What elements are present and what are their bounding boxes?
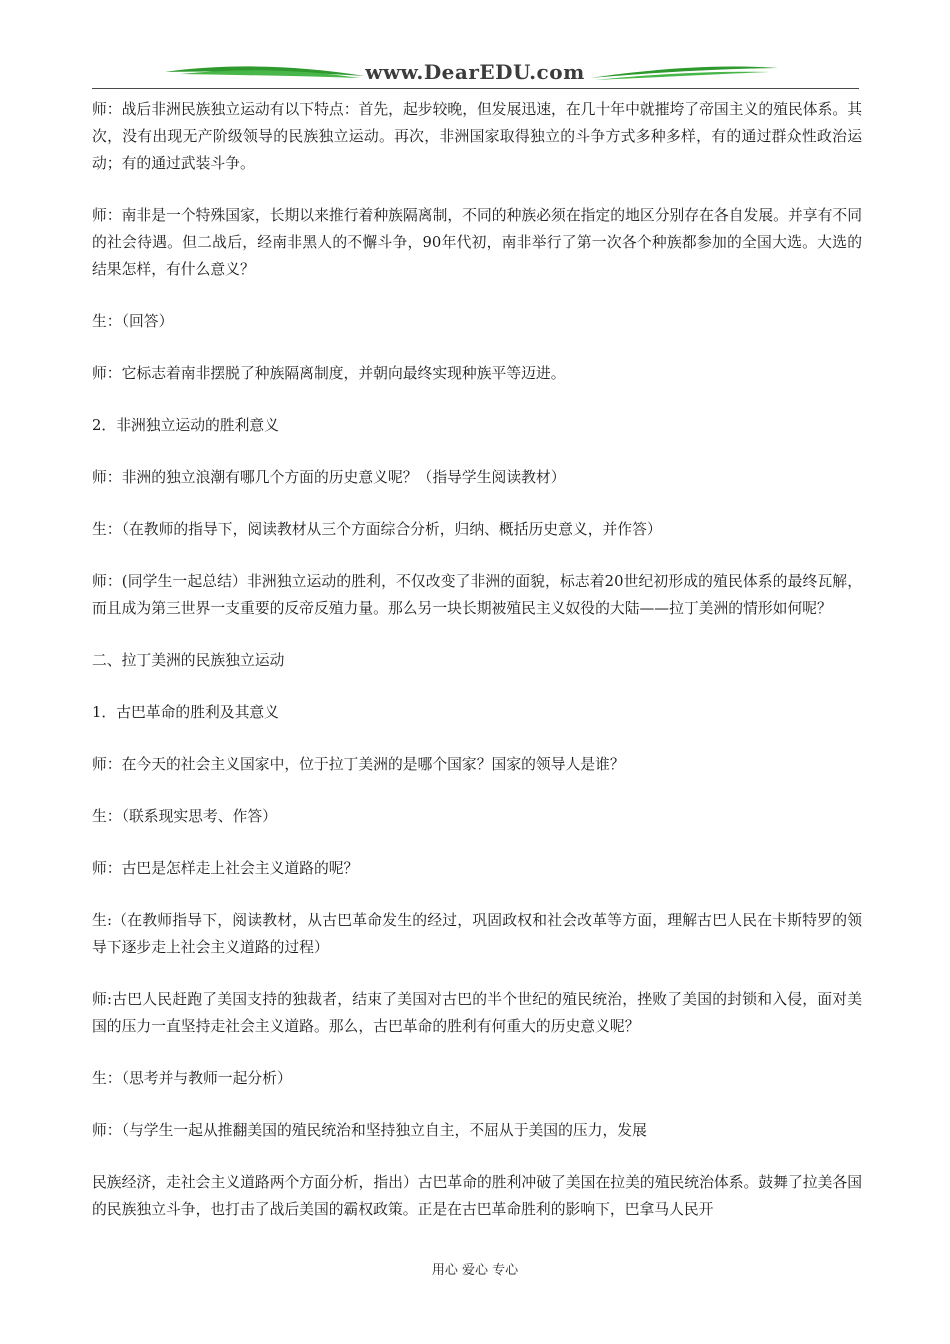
paragraph: 师：古巴是怎样走上社会主义道路的呢？ [92, 860, 359, 877]
document-body [92, 96, 862, 1223]
paragraph: 师：（与学生一起从推翻美国的殖民统治和坚持独立自主，不屈从于美国的压力，发展 [92, 1122, 647, 1139]
section-heading: 1．古巴革命的胜利及其意义 [92, 704, 279, 721]
section-heading: 2．非洲独立运动的胜利意义 [92, 417, 279, 434]
paragraph: 生：（回答） [92, 313, 174, 330]
paragraph: 师：南非是一个特殊国家，长期以来推行着种族隔离制，不同的种族必须在指定的地区分别存在各自发展。并享有不同的社会待遇。但二战后，经南非黑人的不懈斗争，90年代初，南非举行了第一次各个种族都参加的全国大选。大选的结果怎样，有什么意义？ [92, 207, 862, 278]
paragraph: 生：（联系现实思考、作答） [92, 808, 277, 825]
paragraph: 师：它标志着南非摆脱了种族隔离制度，并朝向最终实现种族平等迈进。 [92, 365, 566, 382]
logo-text: www.DearEDU.com [365, 60, 585, 84]
paragraph: 师：战后非洲民族独立运动有以下特点：首先，起步较晚，但发展迅速，在几十年中就摧垮了帝国主义的殖民体系。其次，没有出现无产阶级领导的民族独立运动。再次，非洲国家取得独立的斗争方式多种多样，有的通过群众性政治运动；有的通过武装斗争。 [92, 101, 862, 172]
paragraph: 生：（思考并与教师一起分析） [92, 1070, 292, 1087]
section-heading: 二、拉丁美洲的民族独立运动 [92, 652, 285, 669]
paragraph: 师：(同学生一起总结）非洲独立运动的胜利，不仅改变了非洲的面貌，标志着20世纪初形成的殖民体系的最终瓦解，而且成为第三世界一支重要的反帝反殖力量。那么另一块长期被殖民主义奴役的大陆——拉丁美洲的情形如何呢？ [92, 573, 862, 617]
paragraph: 生:（在教师指导下，阅读教材，从古巴革命发生的经过，巩固政权和社会改革等方面，理解古巴人民在卡斯特罗的领导下逐步走上社会主义道路的过程） [92, 912, 862, 956]
page-footer: 用心 爱心 专心 [431, 1263, 519, 1278]
header-divider [92, 88, 859, 89]
paragraph: 师：在今天的社会主义国家中，位于拉丁美洲的是哪个国家？国家的领导人是谁？ [92, 756, 625, 773]
page-header [0, 0, 950, 92]
paragraph: 生：（在教师的指导下，阅读教材从三个方面综合分析，归纳、概括历史意义，并作答） [92, 521, 662, 538]
paragraph: 民族经济，走社会主义道路两个方面分析，指出）古巴革命的胜利冲破了美国在拉美的殖民统治体系。鼓舞了拉美各国的民族独立斗争，也打击了战后美国的霸权政策。正是在古巴革命胜利的影响下，巴拿马人民开 [92, 1174, 862, 1218]
site-logo [160, 58, 790, 88]
paragraph: 师:古巴人民赶跑了美国支持的独裁者，结束了美国对古巴的半个世纪的殖民统治，挫败了美国的封锁和入侵，面对美国的压力一直坚持走社会主义道路。那么，古巴革命的胜利有何重大的历史意义呢？ [92, 991, 862, 1035]
paragraph: 师：非洲的独立浪潮有哪几个方面的历史意义呢？（指导学生阅读教材） [92, 469, 566, 486]
